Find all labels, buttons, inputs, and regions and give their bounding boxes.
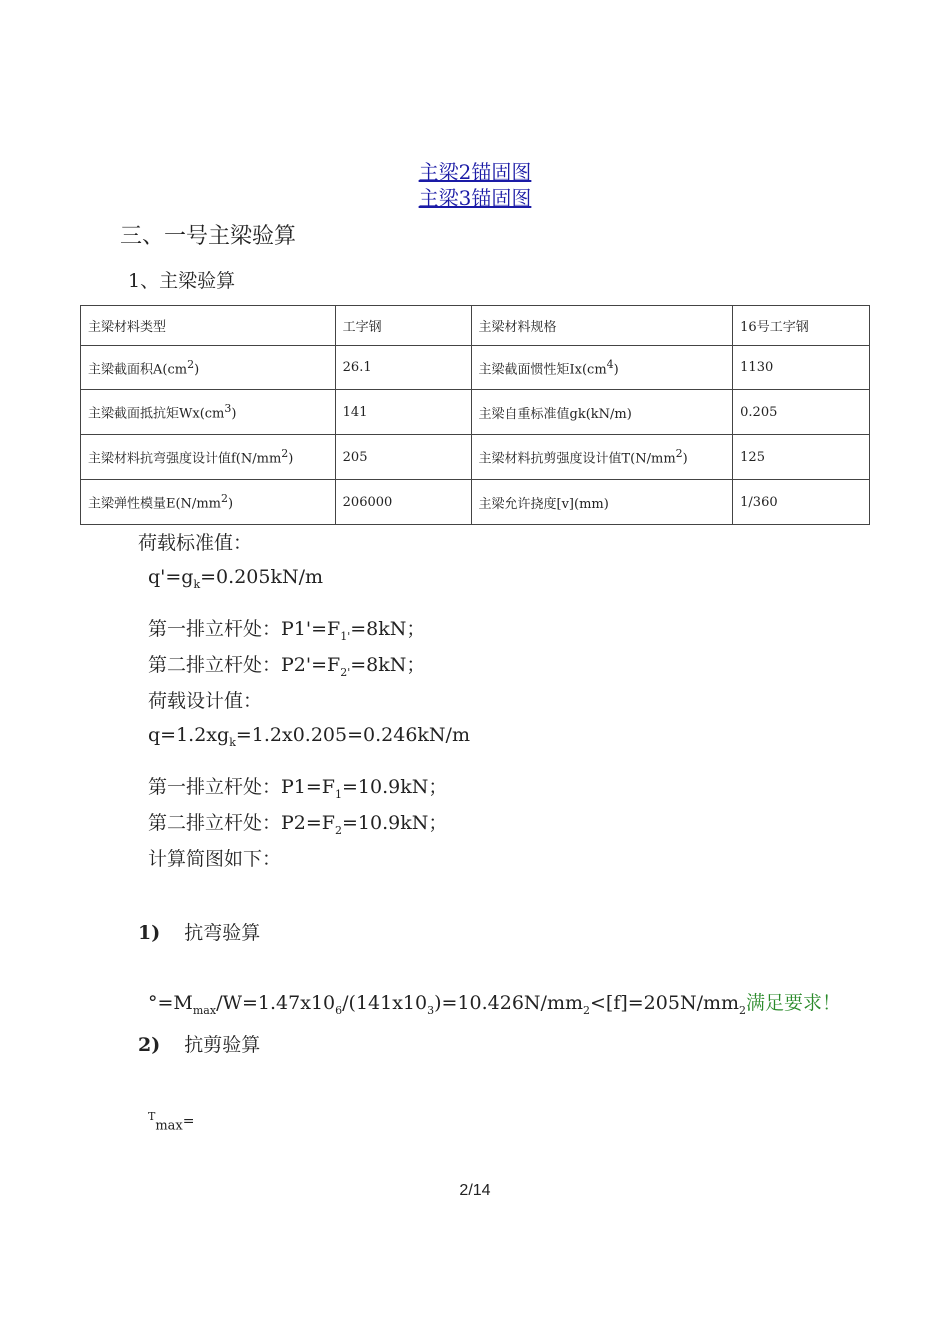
q-standard: $q'=g_k=0.205kN/m$ (148, 566, 324, 591)
table-cell: 125 (733, 435, 870, 480)
table-cell: 主梁材料抗剪强度设计值$T(N/mm^2)$ (471, 435, 733, 480)
ok-text: 满足要求！ (746, 992, 842, 1014)
table-cell: 主梁材料规格 (471, 306, 733, 346)
section-title: 三、一号主梁验算 (120, 224, 297, 249)
step-shear: 2) 抗剪验算 (138, 1034, 261, 1056)
table-cell: 主梁截面惯性矩$Ix(cm^4)$ (471, 346, 733, 390)
table-cell: 主梁允许挠度[v](mm) (471, 480, 733, 525)
table-cell: 1130 (733, 346, 870, 390)
table-cell: 主梁材料抗弯强度设计值$f(N/mm^2)$ (81, 435, 336, 480)
table-row (81, 306, 870, 346)
table-cell: 141 (335, 390, 471, 435)
p1-standard: 第一排立杆处：$P1'=F_{1'}=8kN$； (148, 618, 426, 643)
table-cell: 205 (335, 435, 471, 480)
load-design-title: 荷载设计值： (148, 690, 263, 712)
table-cell: 0.205 (733, 390, 870, 435)
p2-standard: 第二排立杆处：$P2'=F_{2'}=8kN$； (148, 654, 426, 679)
table-row (81, 346, 870, 390)
table-cell: 主梁自重标准值gk(kN/m) (471, 390, 733, 435)
tau-formula: $^T_{max}$= (148, 1110, 195, 1134)
table-cell: 1/360 (733, 480, 870, 525)
table-cell: 26.1 (335, 346, 471, 390)
table-cell: 主梁材料类型 (81, 306, 336, 346)
table-row (81, 435, 870, 480)
q-design: $q=1.2xg_k=1.2x0.205=0.246kN/m$ (148, 724, 470, 749)
page-number: 2/14 (459, 1182, 491, 1199)
diagram-title: 计算简图如下： (148, 848, 282, 870)
sigma-formula: $^\circ=M_{max}/W=1.47x10_6/(141x10_3)=10.426N/mm_2<[f]=205N/mm_2$满足要求！ (148, 992, 842, 1017)
table-row (81, 480, 870, 525)
material-table (80, 305, 870, 525)
table-cell: 206000 (335, 480, 471, 525)
step-bending: 1) 抗弯验算 (138, 922, 261, 944)
table-cell: 主梁弹性模量$E(N/mm^2)$ (81, 480, 336, 525)
table-cell: 主梁截面积$A(cm^2)$ (81, 346, 336, 390)
link-anchor-2[interactable]: 主梁2锚固图 (418, 160, 532, 184)
table-row (81, 390, 870, 435)
link-anchor-3[interactable]: 主梁3锚固图 (418, 186, 532, 210)
table-cell: 工字钢 (335, 306, 471, 346)
subsection-title: 1、主梁验算 (128, 270, 236, 292)
table-cell: 主梁截面抵抗矩$Wx(cm^3)$ (81, 390, 336, 435)
table-cell: 16号工字钢 (733, 306, 870, 346)
p2-design: 第二排立杆处：$P2=F_2=10.9kN$； (148, 812, 448, 837)
p1-design: 第一排立杆处：$P1=F_1=10.9kN$； (148, 776, 448, 801)
load-standard-title: 荷载标准值： (138, 532, 253, 554)
